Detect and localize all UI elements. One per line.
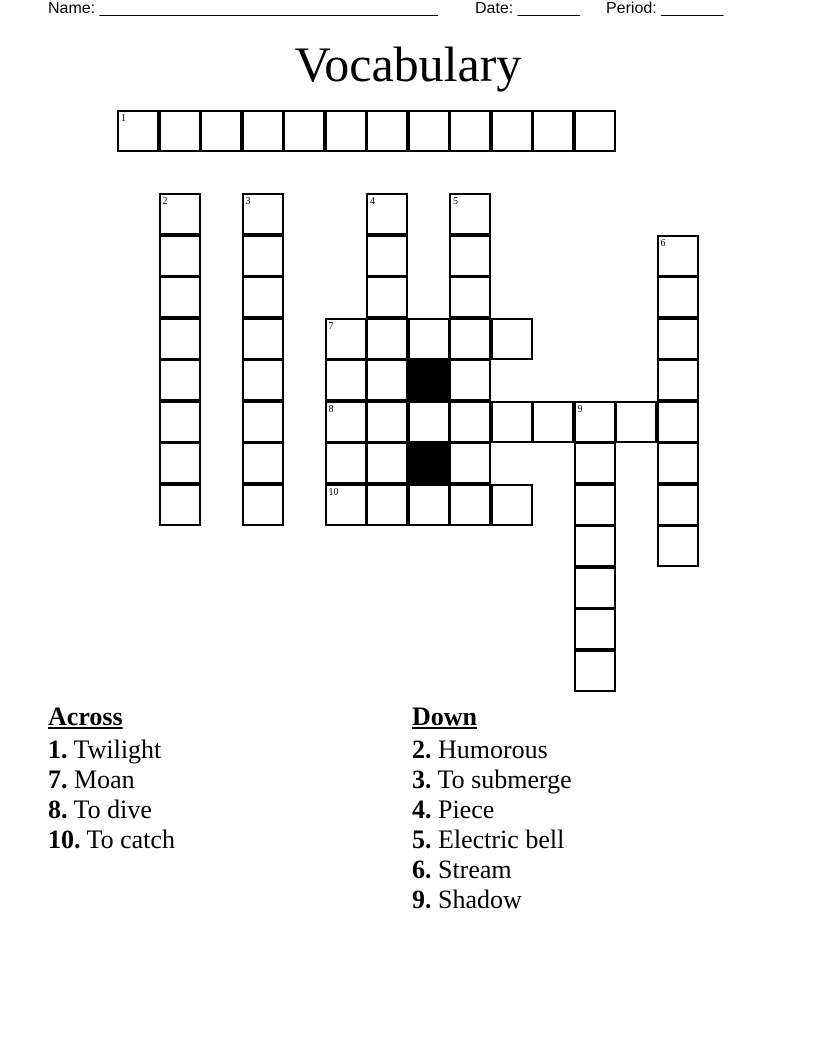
clue-across-10: 10. To catch — [48, 825, 175, 854]
grid-cell[interactable] — [117, 110, 159, 152]
clue-across-1: 1. Twilight — [48, 735, 162, 764]
grid-cell[interactable] — [159, 276, 201, 318]
grid-cell[interactable] — [366, 193, 408, 235]
down-heading: Down — [412, 702, 478, 731]
grid-cell[interactable] — [159, 442, 201, 484]
grid-cell[interactable] — [574, 110, 616, 152]
clue-number: 8 — [328, 403, 334, 415]
grid-cell[interactable] — [574, 650, 616, 692]
clue-number: 7 — [328, 320, 334, 332]
grid-cell[interactable] — [242, 359, 284, 401]
grid-cell[interactable] — [532, 401, 574, 443]
period-field[interactable]: Period: _______ — [606, 0, 724, 17]
grid-cell[interactable] — [449, 235, 491, 277]
grid-cell[interactable] — [449, 442, 491, 484]
grid-cell[interactable] — [657, 235, 699, 277]
black-cell — [408, 359, 450, 401]
grid-cell[interactable] — [657, 359, 699, 401]
across-clues — [48, 702, 175, 855]
grid-cell[interactable] — [657, 484, 699, 526]
grid-cell[interactable] — [242, 193, 284, 235]
grid-cell[interactable] — [159, 401, 201, 443]
clue-number: 9 — [577, 403, 583, 415]
grid-cell[interactable] — [574, 401, 616, 443]
grid-cell[interactable] — [408, 401, 450, 443]
grid-cell[interactable] — [449, 110, 491, 152]
grid-cell[interactable] — [532, 110, 574, 152]
grid-cell[interactable] — [366, 359, 408, 401]
grid-cell[interactable] — [491, 110, 533, 152]
grid-cell[interactable] — [657, 318, 699, 360]
page-title: Vocabulary — [294, 36, 522, 92]
grid-cell[interactable] — [283, 110, 325, 152]
grid-cell[interactable] — [325, 442, 367, 484]
grid-cell[interactable] — [657, 442, 699, 484]
grid-cell[interactable] — [408, 318, 450, 360]
clue-down-4: 4. Piece — [412, 795, 495, 824]
clue-down-2: 2. Humorous — [412, 735, 548, 764]
clue-number: 10 — [328, 486, 339, 498]
grid-cell[interactable] — [242, 318, 284, 360]
grid-cell[interactable] — [325, 318, 367, 360]
grid-cell[interactable] — [449, 193, 491, 235]
grid-cell[interactable] — [242, 442, 284, 484]
grid-cell[interactable] — [657, 276, 699, 318]
grid-cell[interactable] — [408, 484, 450, 526]
clue-down-3: 3. To submerge — [412, 765, 572, 794]
grid-cell[interactable] — [449, 318, 491, 360]
grid-cell[interactable] — [242, 110, 284, 152]
grid-cell[interactable] — [366, 442, 408, 484]
grid-cell[interactable] — [159, 235, 201, 277]
clue-number: 4 — [370, 196, 375, 207]
clue-number: 1 — [121, 113, 126, 124]
clue-down-6: 6. Stream — [412, 855, 512, 884]
grid-cell[interactable] — [574, 608, 616, 650]
grid-cell[interactable] — [242, 276, 284, 318]
grid-cell[interactable] — [366, 110, 408, 152]
grid-cell[interactable] — [325, 484, 367, 526]
grid-cell[interactable] — [366, 276, 408, 318]
clue-number: 6 — [660, 237, 666, 249]
grid-cell[interactable] — [366, 235, 408, 277]
grid-cell[interactable] — [491, 401, 533, 443]
clue-across-8: 8. To dive — [48, 795, 152, 824]
grid-cell[interactable] — [657, 525, 699, 567]
grid-cell[interactable] — [242, 235, 284, 277]
grid-cell[interactable] — [574, 442, 616, 484]
grid-cell[interactable] — [449, 401, 491, 443]
grid-cell[interactable] — [449, 276, 491, 318]
clue-number: 5 — [453, 196, 458, 207]
grid-cell[interactable] — [574, 567, 616, 609]
grid-cell[interactable] — [574, 484, 616, 526]
grid-cell[interactable] — [491, 318, 533, 360]
grid-cell[interactable] — [449, 484, 491, 526]
clue-across-7: 7. Moan — [48, 765, 135, 794]
date-field[interactable]: Date: _______ — [475, 0, 580, 17]
grid-cell[interactable] — [159, 484, 201, 526]
grid-cell[interactable] — [657, 401, 699, 443]
grid-cell[interactable] — [325, 359, 367, 401]
down-clues — [412, 702, 572, 915]
grid-cell[interactable] — [325, 401, 367, 443]
grid-cell[interactable] — [366, 318, 408, 360]
grid-cell[interactable] — [615, 401, 657, 443]
grid-cell[interactable] — [366, 484, 408, 526]
grid-cell[interactable] — [242, 484, 284, 526]
clue-down-9: 9. Shadow — [412, 885, 522, 914]
grid-cell[interactable] — [408, 110, 450, 152]
grid-cell[interactable] — [159, 193, 201, 235]
grid-cell[interactable] — [159, 318, 201, 360]
clue-down-5: 5. Electric bell — [412, 825, 565, 854]
black-cell — [408, 442, 450, 484]
grid-cell[interactable] — [159, 110, 201, 152]
clue-number: 3 — [245, 196, 251, 207]
grid-cell[interactable] — [574, 525, 616, 567]
name-field[interactable]: Name: ______________________________________ — [48, 0, 438, 17]
across-heading: Across — [48, 702, 123, 731]
grid-cell[interactable] — [159, 359, 201, 401]
grid-cell[interactable] — [242, 401, 284, 443]
grid-cell[interactable] — [449, 359, 491, 401]
clue-number: 2 — [162, 196, 168, 207]
grid-cell[interactable] — [366, 401, 408, 443]
grid-cell[interactable] — [325, 110, 367, 152]
grid-cell[interactable] — [200, 110, 242, 152]
grid-cell[interactable] — [491, 484, 533, 526]
